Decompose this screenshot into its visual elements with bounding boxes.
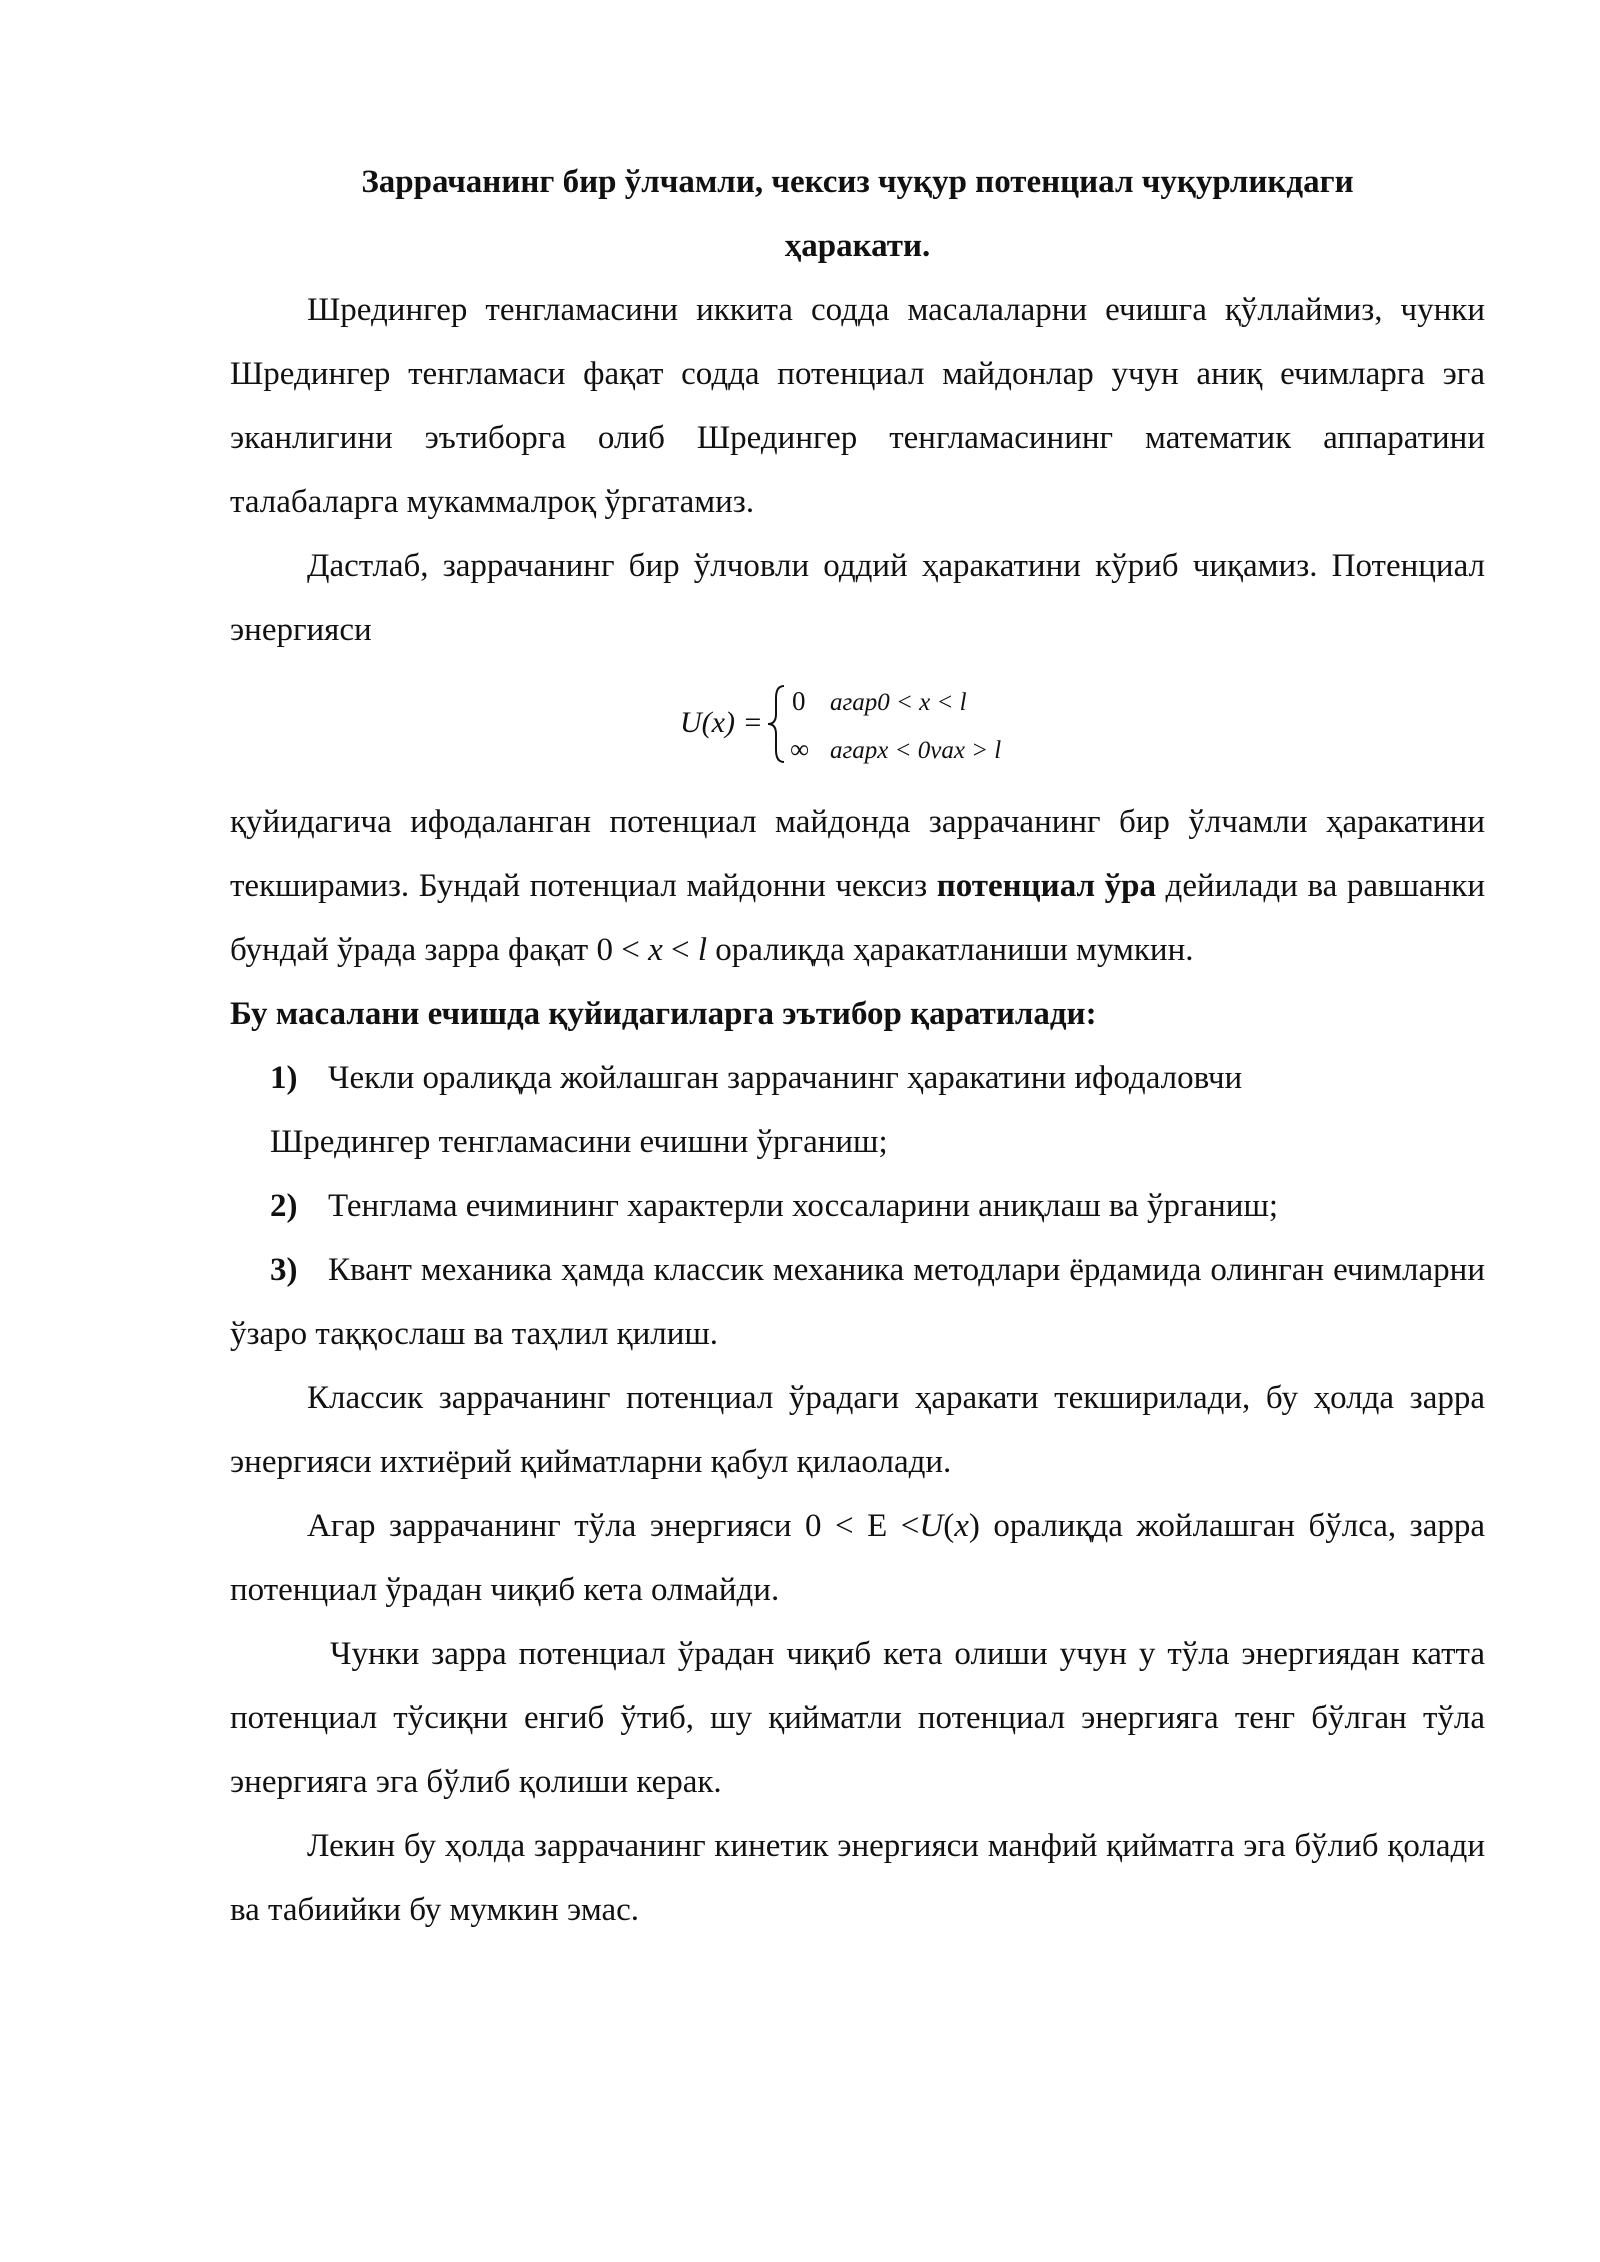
title-line-2: ҳаракати. [784, 228, 931, 264]
formula-lhs: U(x) = [680, 706, 763, 739]
list-item [230, 1238, 1485, 1366]
title-line-1: Заррачанинг бир ўлчамли, чексиз чуқур потенциал чуқурликдаги [361, 164, 1354, 200]
paragraph-potential-well-text-2: дейилади ва равшанки бундай ўрада зарра фақат 0 < [230, 868, 1485, 968]
math-l: l [697, 932, 708, 968]
math-x: x [954, 1508, 969, 1544]
list-item-text: Тенглама ечимининг характерли хоссаларини аниқлаш ва ўрганиш; [328, 1188, 1279, 1224]
list-item-text: Квант механика ҳамда классик механика методлари ёрдамида олинган ечимларни ўзаро таққослаш ва таҳлил қилиш. [230, 1252, 1485, 1352]
paragraph-intro: Шредингер тенгламасини иккита содда масалаларни ечишга қўллаймиз, чунки Шредингер тенгламаси фақат содда потенциал майдонлар учун аниқ ечимларга эга эканлигини эътиборга олиб Шредингер тенгламасининг математик аппаратини талабаларга мукаммалроқ ўргатамиз. [230, 292, 1485, 520]
document-title [230, 150, 1485, 278]
list-item-continuation: Шредингер тенгламасини ечишни ўрганиш; [270, 1124, 888, 1160]
paragraph-potential-well-text-1: қуйидагича ифодаланган потенциал майдонда заррачанинг бир ўлчамли ҳаракатини текширамиз. Бундай потенциал майдонни чексиз [230, 804, 1485, 904]
list-item-text: Чекли оралиқда жойлашган заррачанинг ҳаракатини ифодаловчи [328, 1060, 1243, 1096]
math-close-paren: ) [968, 1508, 980, 1544]
formula-case1-condition: агар0 < x < l [830, 689, 967, 716]
list-item-number: 2) [270, 1188, 298, 1224]
paragraph-kinetic-energy: Лекин бу ҳолда заррачанинг кинетик энергияси манфий қийматга эга бўлиб қолади ва табиийки бу мумкин эмас. [230, 1828, 1485, 1928]
paragraph-potential-well-text-3: оралиқда ҳаракатланиши мумкин. [707, 932, 1194, 968]
math-open-paren: ( [943, 1508, 955, 1544]
potential-formula [230, 662, 1485, 790]
paragraph-potential-well [230, 790, 1485, 982]
formula-graphic [680, 668, 1020, 780]
numbered-list [230, 1046, 1485, 1366]
list-item [230, 1046, 1485, 1110]
list-item [230, 1174, 1485, 1238]
math-U: U [919, 1508, 944, 1544]
list-item-number: 1) [270, 1060, 298, 1096]
paragraph-energy-text-2: оралиқда жойлашган бўлса, зарра потенциал ўрадан чиқиб кета олмайди. [230, 1508, 1485, 1608]
list-item-number: 3) [270, 1252, 298, 1288]
term-potential-well: потенциал ўра [936, 868, 1156, 904]
paragraph-energy-text-1: Агар заррачанинг тўла энергияси 0 < Е < [307, 1508, 920, 1544]
paragraph-classical-particle: Классик заррачанинг потенциал ўрадаги ҳаракати текширилади, бу ҳолда зарра энергияси ихтиёрий қийматларни қабул қилаолади. [230, 1380, 1485, 1480]
formula-case1-value: 0 [792, 686, 806, 716]
document-body [230, 150, 1485, 1942]
paragraph-barrier: Чунки зарра потенциал ўрадан чиқиб кета олиши учун у тўла энергиядан катта потенциал тўсиқни енгиб ўтиб, шу қийматли потенциал энергияга тенг бўлган тўла энергияга эга бўлиб қолиши керак. [230, 1636, 1485, 1800]
math-less-than: < [662, 932, 698, 968]
formula-brace [768, 686, 784, 762]
formula-case2-condition: агарx < 0vax > l [830, 737, 1002, 764]
paragraph-energy-condition [230, 1494, 1485, 1622]
section-subheading: Бу масалани ечишда қуйидагиларга эътибор қаратилади: [230, 996, 1097, 1032]
formula-case2-value: ∞ [790, 734, 810, 764]
math-x: x [648, 932, 663, 968]
paragraph-potential-energy: Дастлаб, заррачанинг бир ўлчовли оддий ҳаракатини кўриб чиқамиз. Потенциал энергияси [230, 548, 1485, 648]
